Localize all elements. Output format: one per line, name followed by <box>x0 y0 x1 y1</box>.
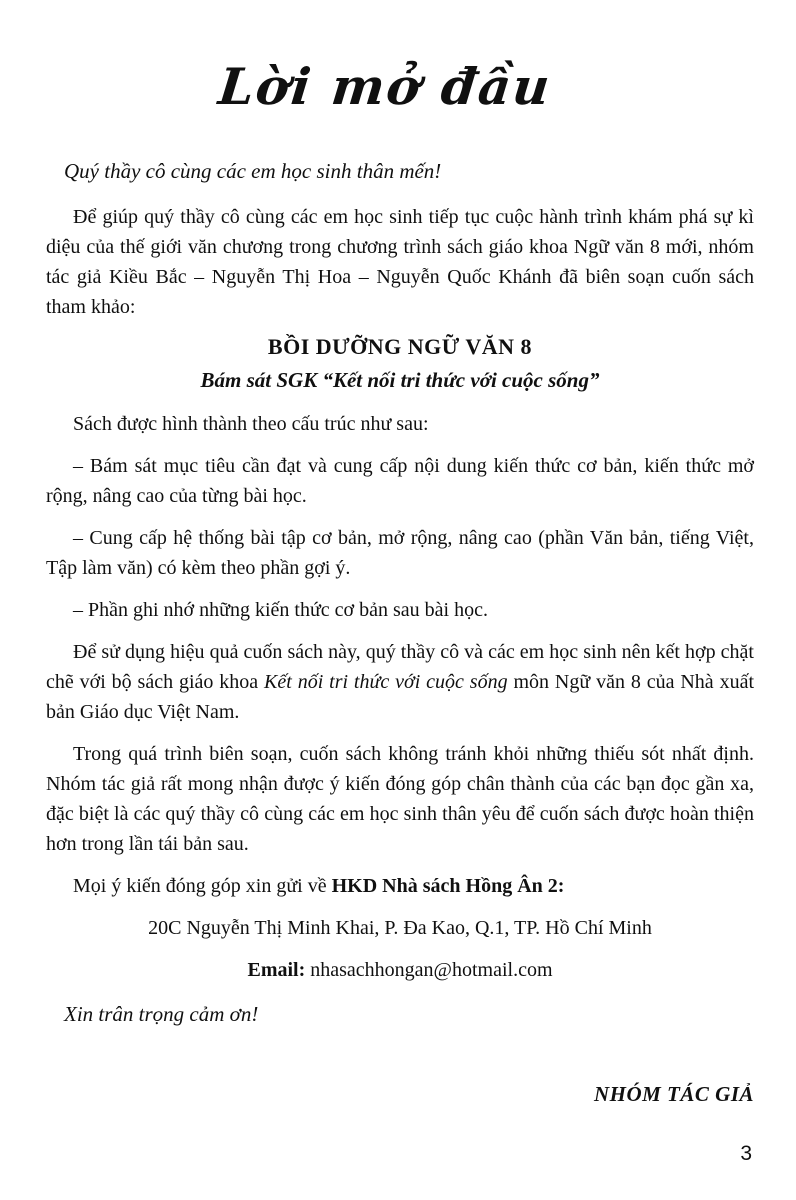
email-value: nhasachhongan@hotmail.com <box>305 958 553 981</box>
page-number: 3 <box>740 1142 752 1165</box>
address-line: 20C Nguyễn Thị Minh Khai, P. Đa Kao, Q.1, TP. Hồ Chí Minh <box>148 916 652 939</box>
structure-intro-line: Sách được hình thành theo cấu trúc như sau: <box>73 412 429 435</box>
intro-paragraph: Để giúp quý thầy cô cùng các em học sinh tiếp tục cuộc hành trình khám phá sự kì diệu của thế giới văn chương trong chương trình sách giáo khoa Ngữ văn 8 mới, nhóm tác giả Kiều Bắc – Nguyễn Thị Hoa – Nguyễn Quốc Khánh đã biên soạn cuốn sách tham khảo: <box>46 205 754 318</box>
usage-book-name: Kết nối tri thức với cuộc sống <box>264 670 508 693</box>
page-title: Lời mở đầu <box>215 57 555 116</box>
bullet-item-1: – Bám sát mục tiêu cần đạt và cung cấp nội dung kiến thức cơ bản, kiến thức mở rộng, nâng cao của từng bài học. <box>46 454 754 507</box>
bullet-item-2: – Cung cấp hệ thống bài tập cơ bản, mở rộng, nâng cao (phần Văn bản, tiếng Việt, Tập làm văn) có kèm theo phần gợi ý. <box>46 526 754 579</box>
contact-line <box>46 871 754 901</box>
bullet-item-3: – Phần ghi nhớ những kiến thức cơ bản sau bài học. <box>73 598 488 621</box>
contact-store-name: HKD Nhà sách Hồng Ân 2: <box>331 874 565 897</box>
usage-paragraph <box>46 637 754 727</box>
authors-signature: NHÓM TÁC GIẢ <box>593 1082 754 1106</box>
thanks-line: Xin trân trọng cảm ơn! <box>64 1001 259 1026</box>
feedback-paragraph: Trong quá trình biên soạn, cuốn sách không tránh khỏi những thiếu sót nhất định. Nhóm tác giả rất mong nhận được ý kiến đóng góp chân thành của các bạn đọc gần xa, đặc biệt là các quý thầy cô cùng các em học sinh thân yêu để cuốn sách được hoàn thiện hơn trong lần tái bản sau. <box>46 742 754 855</box>
email-line <box>46 955 754 985</box>
usage-text-before: Để sử dụng hiệu quả cuốn sách này, quý thầy cô và các em học sinh nên kết hợp chặt chẽ với bộ sách giáo khoa <box>46 640 754 693</box>
usage-text-after: môn Ngữ văn 8 của Nhà xuất bản Giáo dục Việt Nam. <box>46 670 754 723</box>
book-subtitle: Bám sát SGK “Kết nối tri thức với cuộc sống” <box>200 367 600 392</box>
page-content <box>0 52 796 1107</box>
book-title: BỒI DƯỠNG NGỮ VĂN 8 <box>267 333 533 359</box>
greeting-line: Quý thầy cô cùng các em học sinh thân mến! <box>64 159 442 183</box>
email-label: Email: <box>247 958 306 981</box>
contact-text: Mọi ý kiến đóng góp xin gửi về <box>73 874 332 897</box>
